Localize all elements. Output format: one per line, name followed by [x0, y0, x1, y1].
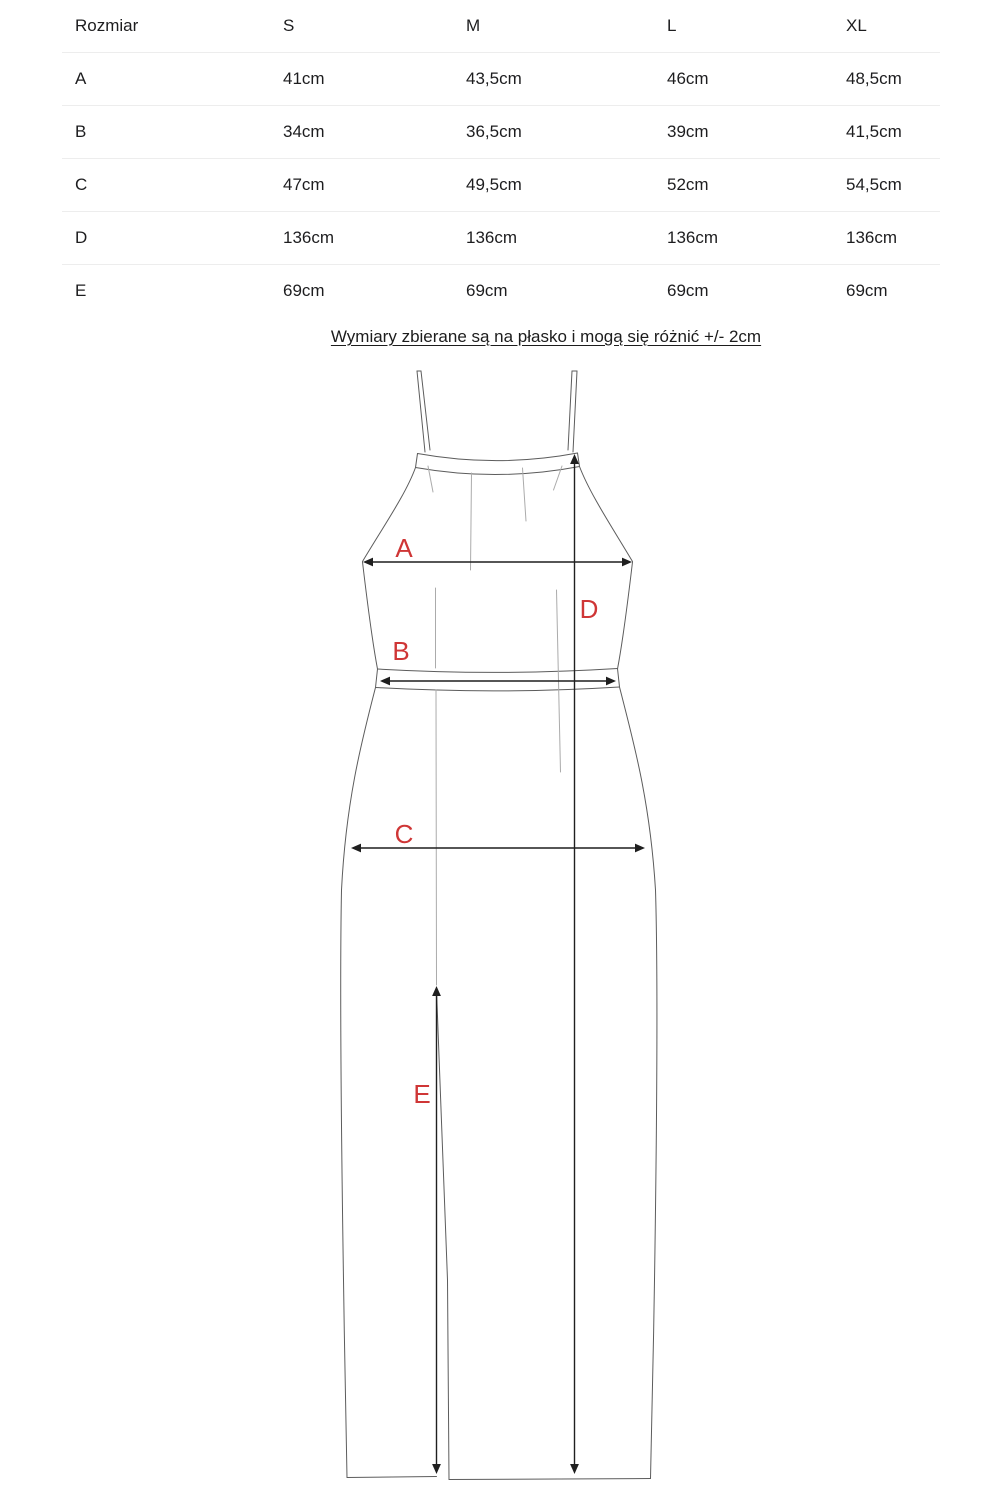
cell-value: 49,5cm [466, 175, 522, 194]
header-size-m: M [466, 16, 481, 35]
dim-label-d: D [579, 594, 599, 624]
cell-value: 47cm [283, 175, 325, 194]
cell-value: 43,5cm [466, 69, 522, 88]
cell-value: 69cm [667, 281, 709, 300]
cell-value: 48,5cm [846, 69, 902, 88]
header-size-l: L [667, 16, 677, 35]
cell-value: 136cm [846, 228, 898, 247]
cell-value: 41,5cm [846, 122, 902, 141]
dim-label-b: B [392, 636, 410, 666]
measure-arrow-b [380, 677, 616, 686]
cell-value: 41cm [283, 69, 325, 88]
dim-label-e: E [413, 1079, 431, 1109]
row-label: E [75, 281, 87, 300]
header-size-s: S [283, 16, 295, 35]
cell-value: 39cm [667, 122, 709, 141]
cell-value: 69cm [846, 281, 888, 300]
cell-value: 136cm [466, 228, 518, 247]
header-rozmiar: Rozmiar [75, 16, 139, 35]
row-label: B [75, 122, 87, 141]
cell-value: 46cm [667, 69, 709, 88]
dim-label-c: C [394, 819, 414, 849]
dim-label-a: A [395, 533, 413, 563]
row-label: C [75, 175, 88, 194]
header-size-xl: XL [846, 16, 867, 35]
row-label: D [75, 228, 88, 247]
dress-seam-lines [428, 466, 562, 985]
dress-outline [341, 371, 657, 1480]
measure-arrow-d [570, 454, 579, 1474]
cell-value: 36,5cm [466, 122, 522, 141]
row-label: A [75, 69, 87, 88]
cell-value: 136cm [283, 228, 335, 247]
cell-value: 52cm [667, 175, 709, 194]
cell-value: 136cm [667, 228, 719, 247]
cell-value: 69cm [466, 281, 508, 300]
measurement-note-text: Wymiary zbierane są na płasko i mogą się różnić +/- 2cm [330, 327, 762, 346]
cell-value: 69cm [283, 281, 325, 300]
cell-value: 34cm [283, 122, 325, 141]
cell-value: 54,5cm [846, 175, 902, 194]
